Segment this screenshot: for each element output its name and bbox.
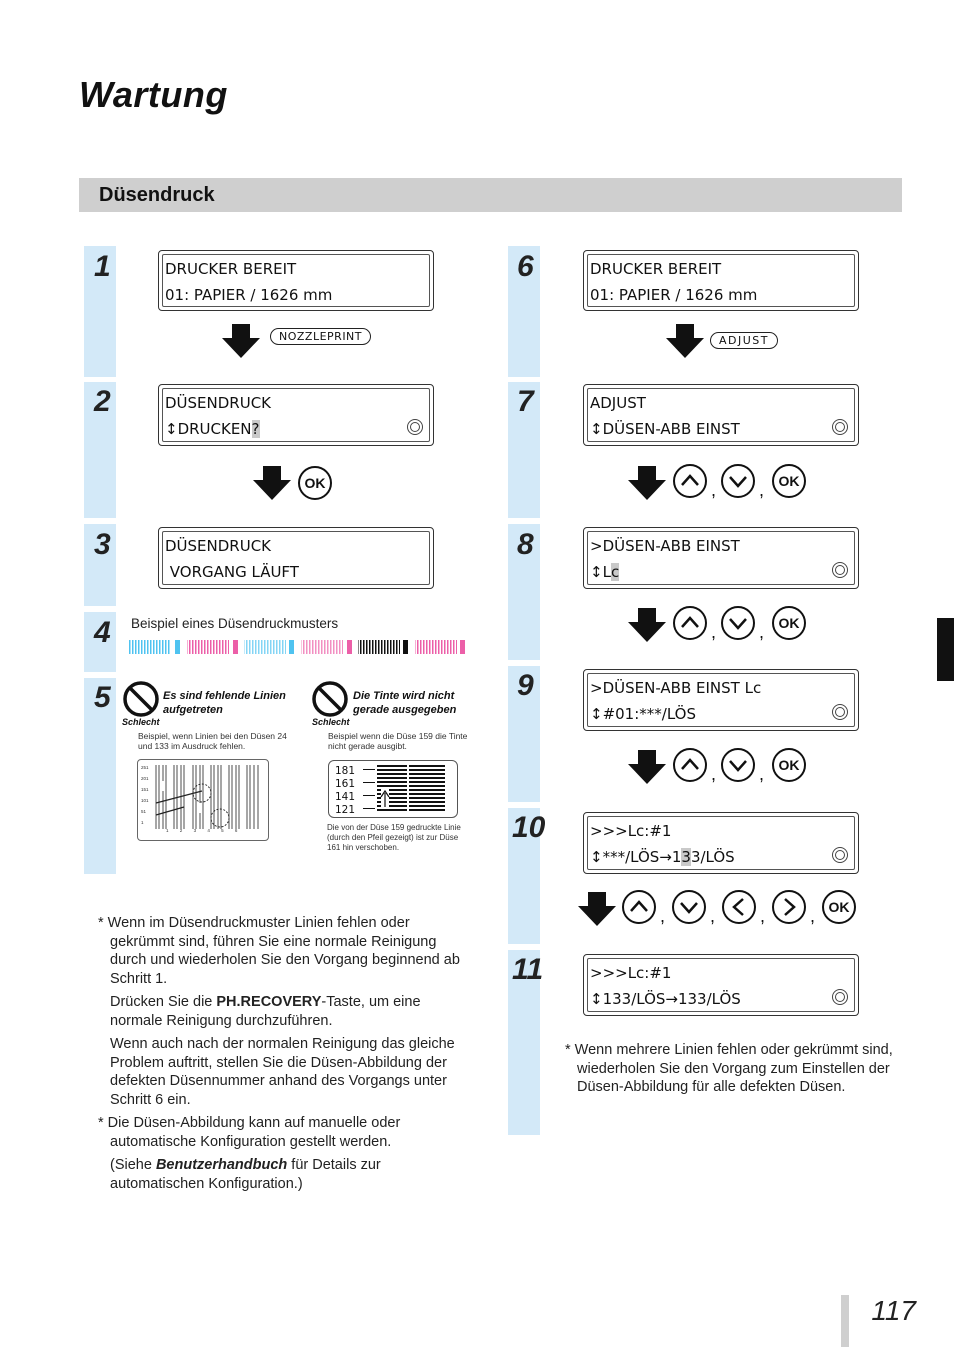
separator: , — [759, 622, 765, 642]
chapter-tab — [937, 618, 954, 681]
example-title: Die Tinte wird nicht gerade ausgegeben — [353, 690, 457, 716]
dial-icon — [832, 847, 848, 863]
lcd-line2: ↕***/LÖS→133/LÖS — [590, 848, 735, 866]
separator: , — [711, 622, 717, 642]
separator: , — [810, 906, 816, 926]
step-number: 3 — [94, 528, 111, 561]
nozzle-pattern-strip — [129, 640, 467, 654]
down-arrow-icon — [222, 324, 260, 358]
note-text: * Wenn im Düsendruckmuster Linien fehlen oder gekrümmt sind, führen Sie eine normale Reinigung durch und wiederholen Sie den Vorgang beginnend ab Schritt 1. — [98, 915, 460, 987]
section-title: Düsendruck — [99, 184, 215, 206]
separator: , — [711, 480, 717, 500]
bad-badge: Schlecht — [312, 717, 350, 727]
lcd-line1: DÜSENDRUCK — [165, 394, 272, 412]
skewed-line-chart: 181 161 141 121 — [328, 760, 458, 818]
separator: , — [710, 906, 716, 926]
key-sequence — [628, 606, 828, 644]
up-key[interactable] — [673, 464, 707, 498]
lcd-line2: ↕DÜSEN-ABB EINST — [590, 420, 740, 438]
note-text: Drücken Sie die PH.RECOVERY-Taste, um eine normale Reinigung durchzuführen. — [110, 994, 421, 1029]
lcd-line1: DRUCKER BEREIT — [165, 260, 297, 278]
down-key[interactable] — [721, 464, 755, 498]
example-description: Beispiel, wenn Linien bei den Düsen 24 und 133 im Ausdruck fehlen. — [138, 731, 287, 751]
down-key[interactable] — [721, 748, 755, 782]
step-number: 10 — [512, 811, 546, 844]
lcd-line2: VORGANG LÄUFT — [165, 563, 299, 581]
missing-lines-chart: 251 201 151 101 51 1 1 2 3 4 5 6 — [137, 759, 269, 841]
key-sequence — [628, 464, 828, 502]
ok-key[interactable]: OK — [772, 606, 806, 640]
prohibited-icon — [122, 680, 160, 718]
down-arrow-icon — [628, 466, 666, 500]
note-text: * Die Düsen-Abbildung kann auf manuelle oder automatische Konfiguration gestellt werden. — [98, 1115, 401, 1150]
separator: , — [711, 764, 717, 784]
example-description: Beispiel wenn die Düse 159 die Tinte nicht gerade ausgibt. — [328, 731, 468, 751]
down-arrow-icon — [628, 750, 666, 784]
section-header — [79, 178, 902, 212]
page-number: 117 — [871, 1295, 916, 1326]
down-arrow-icon — [628, 608, 666, 642]
dial-icon — [832, 704, 848, 720]
lcd-line1: >>>Lc:#1 — [590, 964, 672, 982]
pattern-caption: Beispiel eines Düsendruckmusters — [131, 616, 339, 631]
down-arrow-icon — [253, 466, 291, 500]
note-text: Wenn auch nach der normalen Reinigung das gleiche Problem auftritt, stellen Sie die Düsen-Abbildung der defekten Düsennummer anhand des Vorgangs unter Schritt 6 ein. — [110, 1036, 455, 1108]
dial-icon — [832, 419, 848, 435]
step-number: 11 — [512, 953, 544, 986]
step-number: 1 — [94, 250, 111, 283]
key-sequence — [578, 890, 868, 928]
down-key[interactable] — [721, 606, 755, 640]
lcd-display — [583, 527, 859, 589]
note-block-left — [98, 914, 470, 1193]
adjust-key[interactable]: ADJUST — [710, 332, 778, 349]
page-number-bar — [841, 1295, 849, 1347]
lcd-line1: DRUCKER BEREIT — [590, 260, 722, 278]
lcd-display — [583, 384, 859, 446]
note-text: (Siehe Benutzerhandbuch für Details zur automatischen Konfiguration.) — [110, 1157, 381, 1192]
bad-badge: Schlecht — [122, 717, 160, 727]
lcd-line2: ↕#01:***/LÖS — [590, 705, 696, 723]
lcd-line1: >DÜSEN-ABB EINST Lc — [590, 679, 762, 697]
note-right: * Wenn mehrere Linien fehlen oder gekrümmt sind, wiederholen Sie den Vorgang zum Einstellen der Düsen-Abbildung für alle defekten Düsen. — [565, 1042, 893, 1095]
up-key[interactable] — [673, 748, 707, 782]
page-title: Wartung — [79, 74, 228, 115]
down-key[interactable] — [672, 890, 706, 924]
lcd-line1: ADJUST — [590, 394, 646, 412]
lcd-line1: >>>Lc:#1 — [590, 822, 672, 840]
down-arrow-icon — [578, 892, 616, 926]
lcd-display — [583, 812, 859, 874]
step-number: 2 — [94, 385, 111, 418]
ok-key[interactable]: OK — [772, 748, 806, 782]
prohibited-icon — [311, 680, 349, 718]
step-number: 4 — [94, 616, 111, 649]
separator: , — [660, 906, 666, 926]
down-arrow-icon — [666, 324, 704, 358]
lcd-line2: ↕Lc — [590, 563, 620, 581]
dial-icon — [407, 419, 423, 435]
up-key[interactable] — [622, 890, 656, 924]
ok-key[interactable]: OK — [298, 466, 332, 500]
separator: , — [759, 764, 765, 784]
lcd-display — [158, 250, 434, 311]
up-key[interactable] — [673, 606, 707, 640]
left-key[interactable] — [722, 890, 756, 924]
step-number: 7 — [517, 385, 534, 418]
ok-key[interactable]: OK — [772, 464, 806, 498]
lcd-display — [583, 954, 859, 1016]
step-number: 5 — [94, 681, 111, 714]
lcd-line2: ↕133/LÖS→133/LÖS — [590, 990, 741, 1008]
ok-key[interactable]: OK — [822, 890, 856, 924]
lcd-line2: 01: PAPIER / 1626 mm — [165, 286, 333, 304]
right-key[interactable] — [772, 890, 806, 924]
step-number: 6 — [517, 250, 534, 283]
lcd-line2: 01: PAPIER / 1626 mm — [590, 286, 758, 304]
key-sequence — [628, 748, 828, 786]
lcd-display — [158, 384, 434, 446]
lcd-line1: DÜSENDRUCK — [165, 537, 272, 555]
dial-icon — [832, 562, 848, 578]
lcd-line2: ↕DRUCKEN? — [165, 420, 260, 438]
example-note: Die von der Düse 159 gedruckte Linie (durch den Pfeil gezeigt) ist zur Düse 161 hin verschoben. — [327, 823, 461, 852]
lcd-line1: >DÜSEN-ABB EINST — [590, 537, 740, 555]
step-number: 8 — [517, 528, 534, 561]
dial-icon — [832, 989, 848, 1005]
example-title: Es sind fehlende Linien aufgetreten — [163, 690, 286, 716]
lcd-display — [583, 669, 859, 731]
separator: , — [760, 906, 766, 926]
separator: , — [759, 480, 765, 500]
lcd-display — [583, 250, 859, 311]
step-number: 9 — [517, 669, 534, 702]
nozzleprint-key[interactable]: NOZZLEPRINT — [270, 328, 371, 345]
lcd-display — [158, 527, 434, 589]
